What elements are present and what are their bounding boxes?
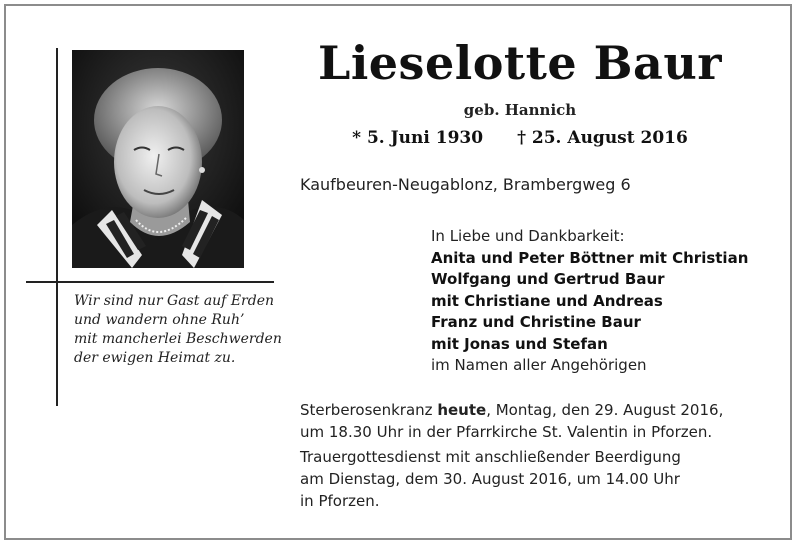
rosary-prefix: Sterberosenkranz bbox=[300, 401, 438, 419]
portrait-photo bbox=[72, 50, 244, 268]
rosary-time-place: um 18.30 Uhr in der Pfarrkirche St. Valentin in Pforzen. bbox=[300, 423, 713, 441]
cross-vertical-line bbox=[56, 48, 58, 406]
portrait-illustration bbox=[72, 50, 244, 268]
funeral-line: Trauergottesdienst mit anschließender Beerdigung bbox=[300, 448, 681, 466]
funeral-line: in Pforzen. bbox=[300, 492, 380, 510]
birth-name: geb. Hannich bbox=[463, 101, 577, 119]
family-line: mit Jonas und Stefan bbox=[431, 334, 608, 353]
rosary-notice bbox=[300, 399, 770, 443]
verse-line: und wandern ohne Ruh’ bbox=[74, 312, 245, 328]
family-line: Wolfgang und Gertrud Baur bbox=[431, 270, 665, 288]
verse-line: der ewigen Heimat zu. bbox=[74, 350, 236, 366]
cross-horizontal-line bbox=[26, 281, 274, 283]
birth-date: * 5. Juni 1930 bbox=[352, 128, 484, 148]
rosary-date: , Montag, den 29. August 2016, bbox=[486, 401, 724, 419]
deceased-name: Lieselotte Baur bbox=[317, 36, 723, 90]
family-line: mit Christiane und Andreas bbox=[431, 291, 663, 310]
family-outro: im Namen aller Angehörigen bbox=[431, 356, 647, 374]
life-dates bbox=[300, 128, 740, 148]
rosary-highlight: heute bbox=[437, 401, 487, 419]
family-line: Franz und Christine Baur bbox=[431, 313, 641, 331]
verse bbox=[74, 292, 304, 368]
family-line: Anita und Peter Böttner mit Christian bbox=[431, 248, 749, 267]
address: Kaufbeuren-Neugablonz, Brambergweg 6 bbox=[300, 175, 631, 194]
death-date: † 25. August 2016 bbox=[517, 128, 688, 148]
verse-line: mit mancherlei Beschwerden bbox=[74, 331, 282, 347]
funeral-line: am Dienstag, dem 30. August 2016, um 14.00 Uhr bbox=[300, 470, 680, 488]
family-signatures bbox=[431, 226, 748, 377]
funeral-notice bbox=[300, 446, 770, 512]
verse-line: Wir sind nur Gast auf Erden bbox=[74, 293, 274, 309]
family-intro: In Liebe und Dankbarkeit: bbox=[431, 227, 625, 245]
